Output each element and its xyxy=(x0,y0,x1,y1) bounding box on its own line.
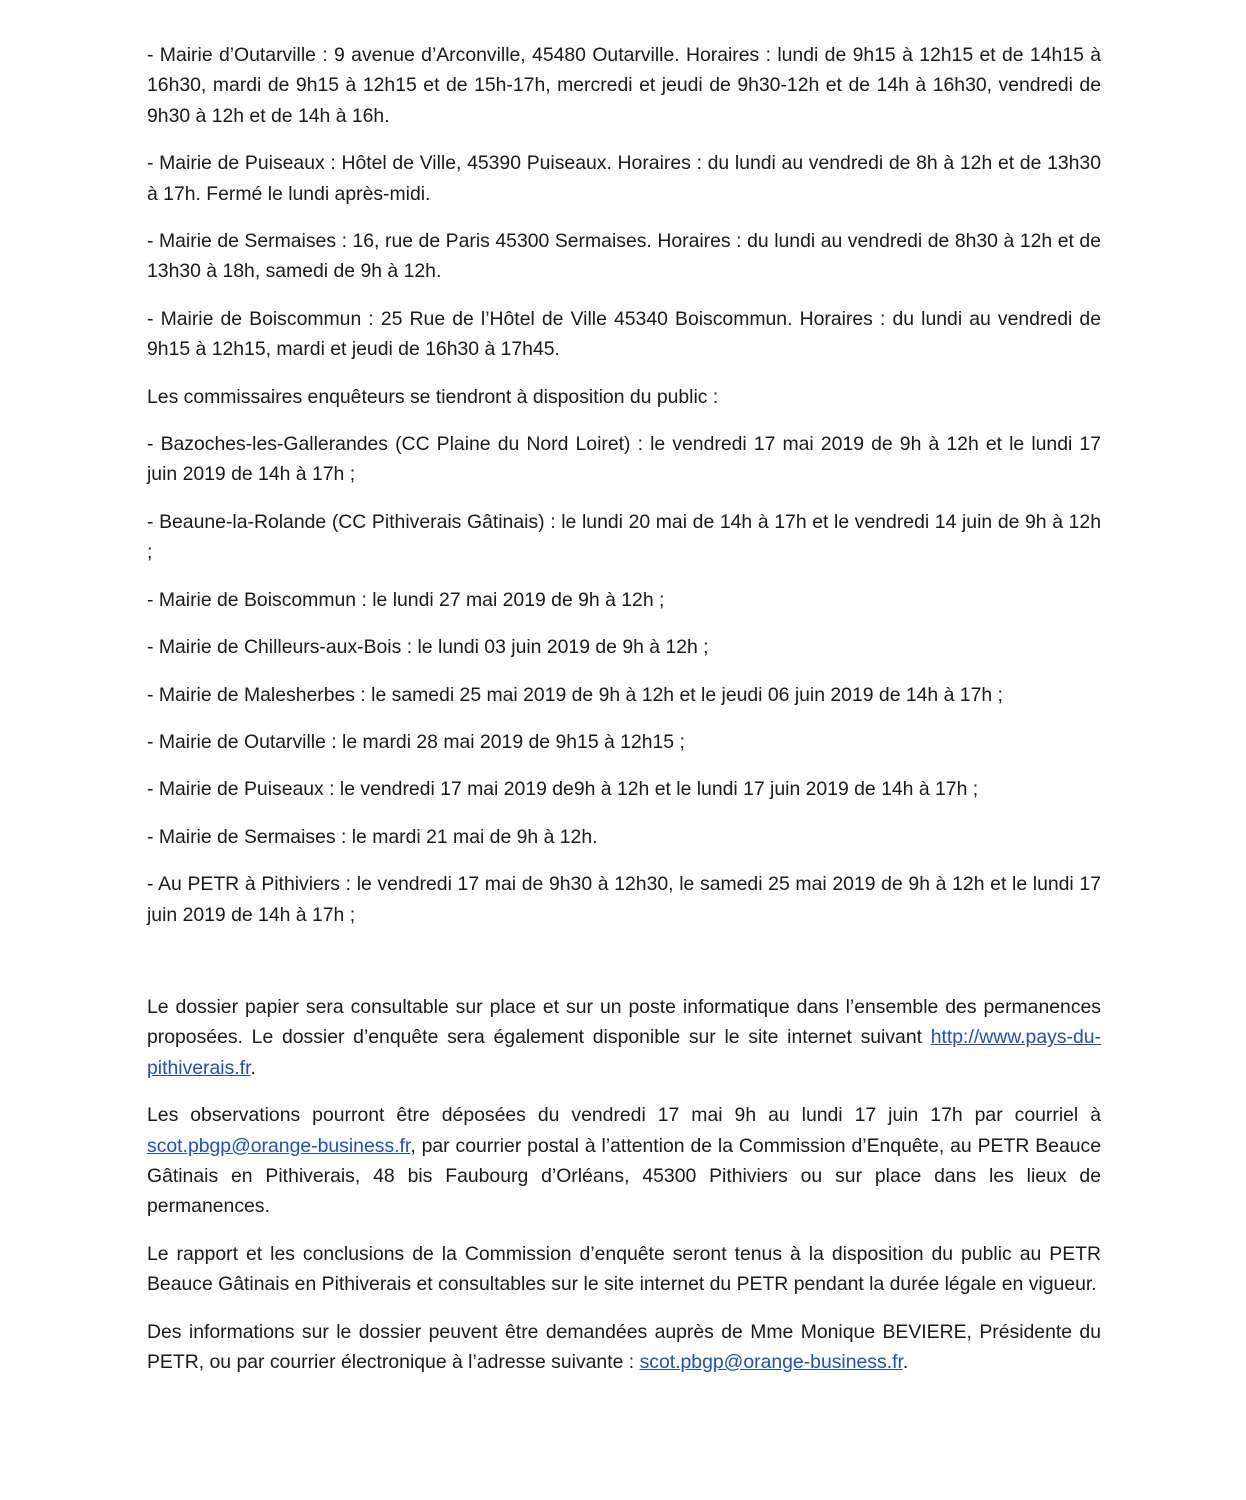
permanence-petr-pithiviers: - Au PETR à Pithiviers : le vendredi 17 mai de 9h30 à 12h30, le samedi 25 mai 2019 de 9h à 12h et le lundi 17 juin 2019 de 14h à 17h ; xyxy=(147,873,1101,926)
informations-before: Des informations sur le dossier peuvent être demandées auprès de Mme Monique BEVIERE, Présidente du PETR, ou par courrier électronique à l’adresse suivante : xyxy=(147,1320,1101,1373)
contact-email-link[interactable]: scot.pbgp@orange-business.fr xyxy=(639,1351,903,1373)
observations-before: Les observations pourront être déposées du vendredi 17 mai 9h au lundi 17 juin 17h par courriel à xyxy=(147,1104,1101,1127)
email-link[interactable]: scot.pbgp@orange-business.fr xyxy=(147,1134,411,1157)
informations-paragraph xyxy=(147,1317,1101,1378)
rapport-paragraph: Le rapport et les conclusions de la Commission d’enquête seront tenus à la disposition du public au PETR Beauce Gâtinais en Pithiverais et consultables sur le site internet du PETR pendant la durée légale en vigueur. xyxy=(147,1242,1101,1296)
dossier-text: Le dossier papier sera consultable sur place et sur un poste informatique dans l’ensemble des permanences proposées. Le dossier d’enquête sera également disponible sur le site internet suivant xyxy=(147,995,1101,1049)
permanence-sermaises: - Mairie de Sermaises : le mardi 21 mai de 9h à 12h. xyxy=(147,825,598,848)
mairie-sermaises-paragraph: - Mairie de Sermaises : 16, rue de Paris 45300 Sermaises. Horaires : du lundi au vendredi de 8h30 à 12h et de 13h30 à 18h, samedi de 9h à 12h. xyxy=(147,230,1101,283)
permanences-intro: Les commissaires enquêteurs se tiendront à disposition du public : xyxy=(147,385,719,408)
mairie-outarville-paragraph: - Mairie d’Outarville : 9 avenue d’Arconville, 45480 Outarville. Horaires : lundi de 9h15 à 12h15 et de 14h15 à 16h30, mardi de 9h15 à 12h15 et de 15h-17h, mercredi et jeudi de 9h30-12h et de 14h à 16h30, vendredi de 9h30 à 12h et de 14h à 16h. xyxy=(147,44,1101,127)
permanence-chilleurs-aux-bois: - Mairie de Chilleurs-aux-Bois : le lundi 03 juin 2019 de 9h à 12h ; xyxy=(147,636,709,659)
permanence-malesherbes: - Mairie de Malesherbes : le samedi 25 mai 2019 de 9h à 12h et le jeudi 06 juin 2019 de 14h à 17h ; xyxy=(147,683,1003,706)
website-link[interactable]: http://www.pays-du-pithiverais.fr xyxy=(147,1026,1101,1079)
permanence-outarville: - Mairie de Outarville : le mardi 28 mai 2019 de 9h15 à 12h15 ; xyxy=(147,730,685,753)
mairie-puiseaux-paragraph: - Mairie de Puiseaux : Hôtel de Ville, 45390 Puiseaux. Horaires : du lundi au vendredi de 8h à 12h et de 13h30 à 17h. Fermé le lundi après-midi. xyxy=(147,152,1101,205)
permanence-bazoches: - Bazoches-les-Gallerandes (CC Plaine du Nord Loiret) : le vendredi 17 mai 2019 de 9h à 12h et le lundi 17 juin 2019 de 14h à 17h ; xyxy=(147,433,1101,486)
dossier-paragraph xyxy=(147,992,1101,1083)
permanence-boiscommun: - Mairie de Boiscommun : le lundi 27 mai 2019 de 9h à 12h ; xyxy=(147,588,665,611)
informations-after: . xyxy=(902,1351,909,1373)
permanence-beaune-la-rolande: - Beaune-la-Rolande (CC Pithiverais Gâtinais) : le lundi 20 mai de 14h à 17h et le vendredi 14 juin de 9h à 12h ; xyxy=(147,510,1101,564)
mairie-boiscommun-paragraph: - Mairie de Boiscommun : 25 Rue de l’Hôtel de Ville 45340 Boiscommun. Horaires : du lundi au vendredi de 9h15 à 12h15, mardi et jeudi de 16h30 à 17h45. xyxy=(147,307,1101,361)
document-page xyxy=(147,40,1101,1394)
dossier-after: . xyxy=(250,1056,256,1079)
permanence-puiseaux: - Mairie de Puiseaux : le vendredi 17 mai 2019 de9h à 12h et le lundi 17 juin 2019 de 14h à 17h ; xyxy=(147,778,979,801)
observations-after: , par courrier postal à l’attention de la Commission d’Enquête, au PETR Beauce Gâtinais en Pithiverais, 48 bis Faubourg d’Orléans, 45300 Pithiviers ou sur place dans les lieux de permanences. xyxy=(147,1134,1101,1218)
observations-paragraph xyxy=(147,1100,1101,1222)
